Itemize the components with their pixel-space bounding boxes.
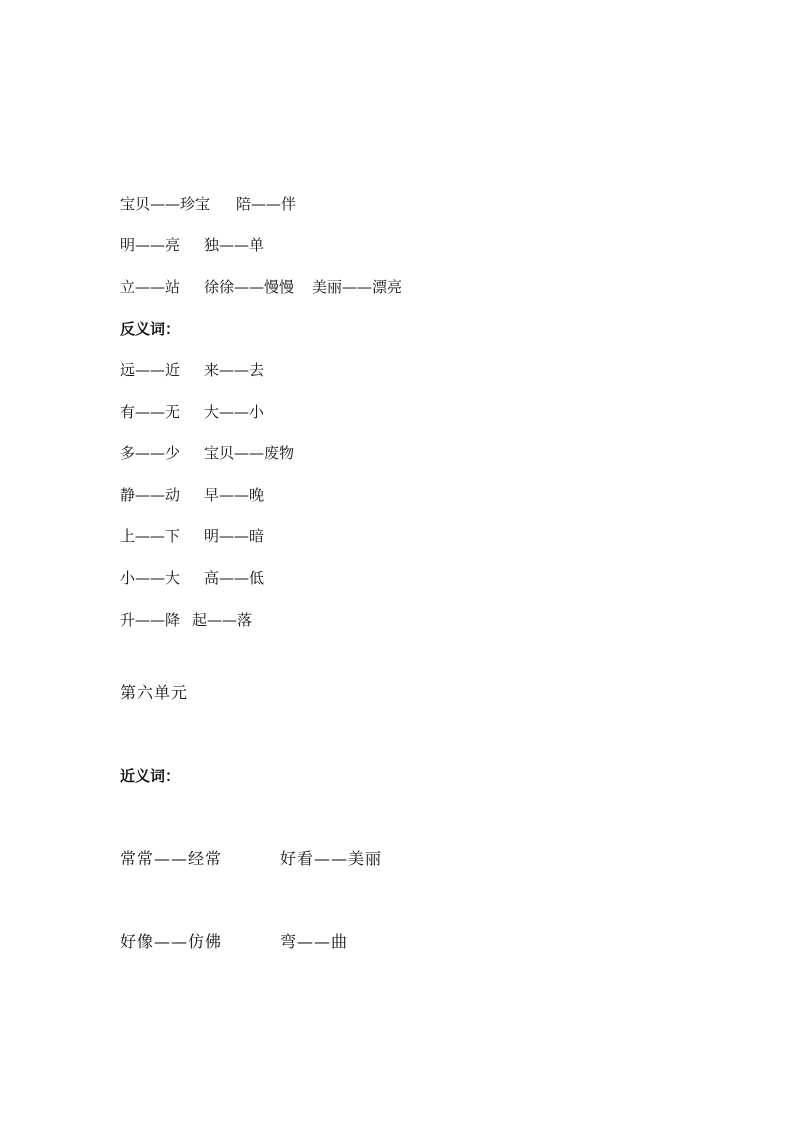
word-pair: 明——暗	[204, 527, 265, 545]
word-pair: 美丽——漂亮	[312, 278, 403, 296]
antonym-row	[120, 402, 264, 422]
word-pair: 起——落	[192, 611, 253, 629]
word-pair: 常常——经常	[120, 849, 223, 868]
word-pair: 有——无	[120, 403, 181, 421]
word-pair: 小——大	[120, 569, 181, 587]
antonyms-heading: 反义词：	[120, 320, 181, 338]
word-pair: 多——少	[120, 444, 181, 462]
word-pair: 弯——曲	[280, 932, 349, 951]
word-pair: 陪——伴	[236, 195, 297, 213]
word-pair: 好像——仿佛	[120, 932, 223, 951]
word-pair: 上——下	[120, 527, 181, 545]
word-pair: 升——降	[120, 611, 181, 629]
antonym-row	[120, 360, 264, 380]
word-pair: 来——去	[204, 361, 265, 379]
antonym-row	[120, 485, 264, 505]
word-pair: 宝贝——废物	[204, 444, 295, 462]
synonym-row	[120, 277, 402, 297]
word-pair: 徐徐——慢慢	[204, 278, 295, 296]
word-pair: 独——单	[204, 236, 265, 254]
antonym-row	[120, 443, 294, 463]
word-pair: 好看——美丽	[280, 849, 383, 868]
synonym-row	[120, 235, 264, 255]
word-pair: 大——小	[204, 403, 265, 421]
antonym-row	[120, 526, 264, 546]
word-pair: 立——站	[120, 278, 181, 296]
antonym-row	[120, 610, 252, 630]
word-pair: 早——晚	[204, 486, 265, 504]
synonym-row	[120, 932, 348, 952]
word-pair: 宝贝——珍宝	[120, 195, 211, 213]
word-pair: 远——近	[120, 361, 181, 379]
unit-title: 第六单元	[120, 683, 189, 702]
antonym-row	[120, 568, 264, 588]
word-pair: 静——动	[120, 486, 181, 504]
word-pair: 明——亮	[120, 236, 181, 254]
synonym-row	[120, 194, 296, 214]
word-pair: 高——低	[204, 569, 265, 587]
synonyms-heading: 近义词：	[120, 767, 181, 785]
synonym-row	[120, 849, 382, 869]
